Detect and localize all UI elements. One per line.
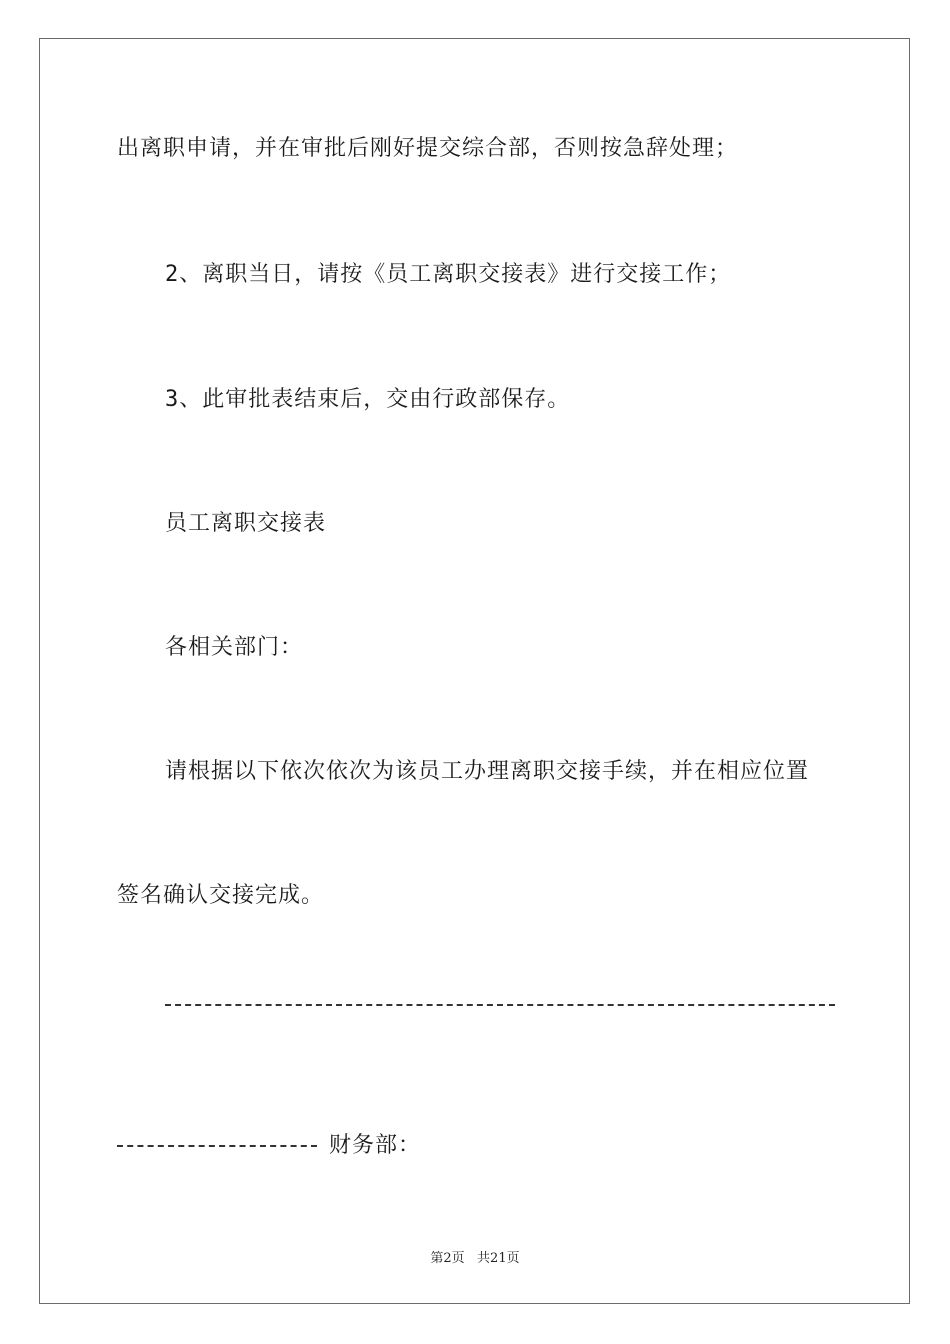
page-border bbox=[39, 38, 910, 1304]
list-item-3: 3、此审批表结束后，交由行政部保存。 bbox=[165, 387, 571, 412]
instruction-line-1: 请根据以下依次依次为该员工办理离职交接手续，并在相应位置 bbox=[165, 759, 810, 784]
section-title: 员工离职交接表 bbox=[165, 511, 327, 536]
salutation: 各相关部门： bbox=[165, 635, 304, 660]
dashed-separator bbox=[165, 1004, 835, 1006]
list-item-2: 2、离职当日，请按《员工离职交接表》进行交接工作； bbox=[165, 262, 732, 287]
finance-row bbox=[117, 1132, 421, 1160]
page-number-footer: 第2页 共21页 bbox=[430, 1251, 520, 1266]
paragraph-continuation: 出离职申请，并在审批后刚好提交综合部，否则按急辞处理； bbox=[117, 136, 739, 161]
finance-label: 财务部： bbox=[329, 1133, 422, 1158]
instruction-line-2: 签名确认交接完成。 bbox=[117, 883, 325, 908]
finance-dashed-line bbox=[117, 1145, 317, 1147]
